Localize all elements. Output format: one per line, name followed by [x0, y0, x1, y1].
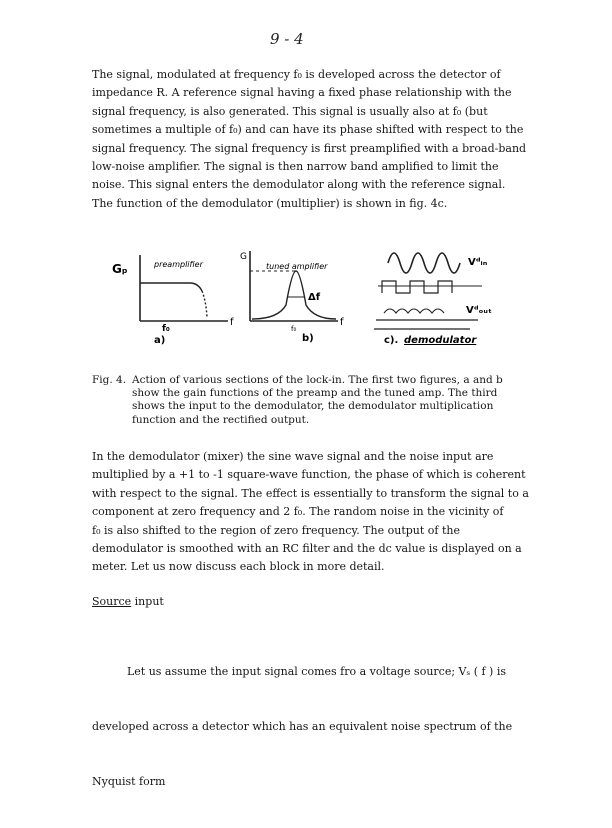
caption-text: [132, 374, 532, 427]
text-line: component at zero frequency and 2 f₀. The random noise in the vicinity of: [92, 505, 504, 519]
caption-line: Action of various sections of the lock-in. The first two figures, a and b: [132, 374, 503, 386]
caption-line: function and the rectified output.: [132, 413, 310, 426]
panel-a-tag: a): [154, 335, 166, 346]
panel-b-width-label: Δf: [308, 292, 321, 303]
text-line: meter. Let us now discuss each block in more detail.: [92, 560, 385, 574]
panel-b-ylabel: G: [240, 252, 247, 262]
text-line: developed across a detector which has an equivalent noise spectrum of the: [92, 720, 513, 734]
text-line: with respect to the signal. The effect is essentially to transform the signal to a: [92, 486, 529, 500]
paragraph-1: [92, 66, 540, 213]
panel-c-rectified-output: [384, 309, 444, 313]
panel-c-name: demodulator: [404, 335, 477, 346]
text-line: Let us assume the input signal comes fro a voltage source; Vₛ ( f ) is: [92, 664, 506, 678]
panel-a-xtick: f₀: [162, 324, 170, 334]
panel-a-curve-label: preamplifier: [154, 260, 203, 269]
text-line: impedance R. A reference signal having a fixed phase relationship with the: [92, 86, 512, 100]
panel-a-gain-curve: [140, 283, 202, 291]
panel-b-xlabel: f: [340, 317, 344, 328]
panel-c-demodulator: [374, 253, 492, 346]
caption-line: shows the input to the demodulator, the demodulator multiplication: [132, 400, 494, 413]
caption-line: show the gain functions of the preamp and the tuned amp. The third: [132, 387, 498, 400]
caption-label: Fig. 4.: [92, 374, 127, 386]
panel-b-xtick: f₀: [291, 325, 297, 333]
heading-underlined: Source: [92, 595, 132, 608]
text-line: noise. This signal enters the demodulator along with the reference signal.: [92, 178, 506, 192]
text-line: demodulator is smoothed with an RC filter and the dc value is displayed on a: [92, 542, 522, 556]
panel-c-square-wave: [382, 281, 452, 293]
panel-a-preamp: [112, 255, 234, 346]
panel-c-top-label: Vᵈᵢₙ: [468, 257, 488, 268]
page-number: 9 - 4: [270, 30, 304, 48]
paragraph-3: [92, 626, 540, 828]
text-line: In the demodulator (mixer) the sine wave signal and the noise input are: [92, 450, 494, 463]
text-line: f₀ is also shifted to the region of zero frequency. The output of the: [92, 523, 460, 537]
panel-c-input-sine: [388, 253, 460, 273]
text-line: The function of the demodulator (multiplier) is shown in fig. 4c.: [92, 196, 448, 210]
panel-c-tag: c).: [384, 335, 399, 346]
text-line: sometimes a multiple of f₀) and can have its phase shifted with respect to the: [92, 123, 524, 137]
text-line: Nyquist form: [92, 775, 166, 789]
text-line: multiplied by a +1 to -1 square-wave function, the phase of which is coherent: [92, 468, 526, 482]
panel-a-xlabel: f: [230, 317, 234, 328]
panel-b-tag: b): [302, 333, 314, 344]
figure-4-sketch: [110, 243, 530, 355]
text-line: low-noise amplifier. The signal is then narrow band amplified to limit the: [92, 160, 499, 174]
panel-a-rolloff: [202, 291, 207, 317]
section-heading: [92, 593, 164, 611]
panel-b-curve-label: tuned amplifier: [266, 262, 328, 271]
text-line: signal frequency, is also generated. This signal is usually also at f₀ (but: [92, 104, 488, 118]
text-line: signal frequency. The signal frequency is first preamplified with a broad-band: [92, 141, 527, 155]
panel-c-bottom-label: Vᵈₒᵤₜ: [466, 305, 492, 316]
paragraph-2: [92, 448, 540, 577]
panel-b-gain-curve: [252, 271, 336, 319]
heading-rest: input: [131, 595, 164, 608]
text-line: The signal, modulated at frequency f₀ is developed across the detector of: [92, 68, 501, 81]
panel-b-tuned-amp: [240, 251, 344, 344]
panel-a-ylabel: Gₚ: [112, 262, 128, 276]
